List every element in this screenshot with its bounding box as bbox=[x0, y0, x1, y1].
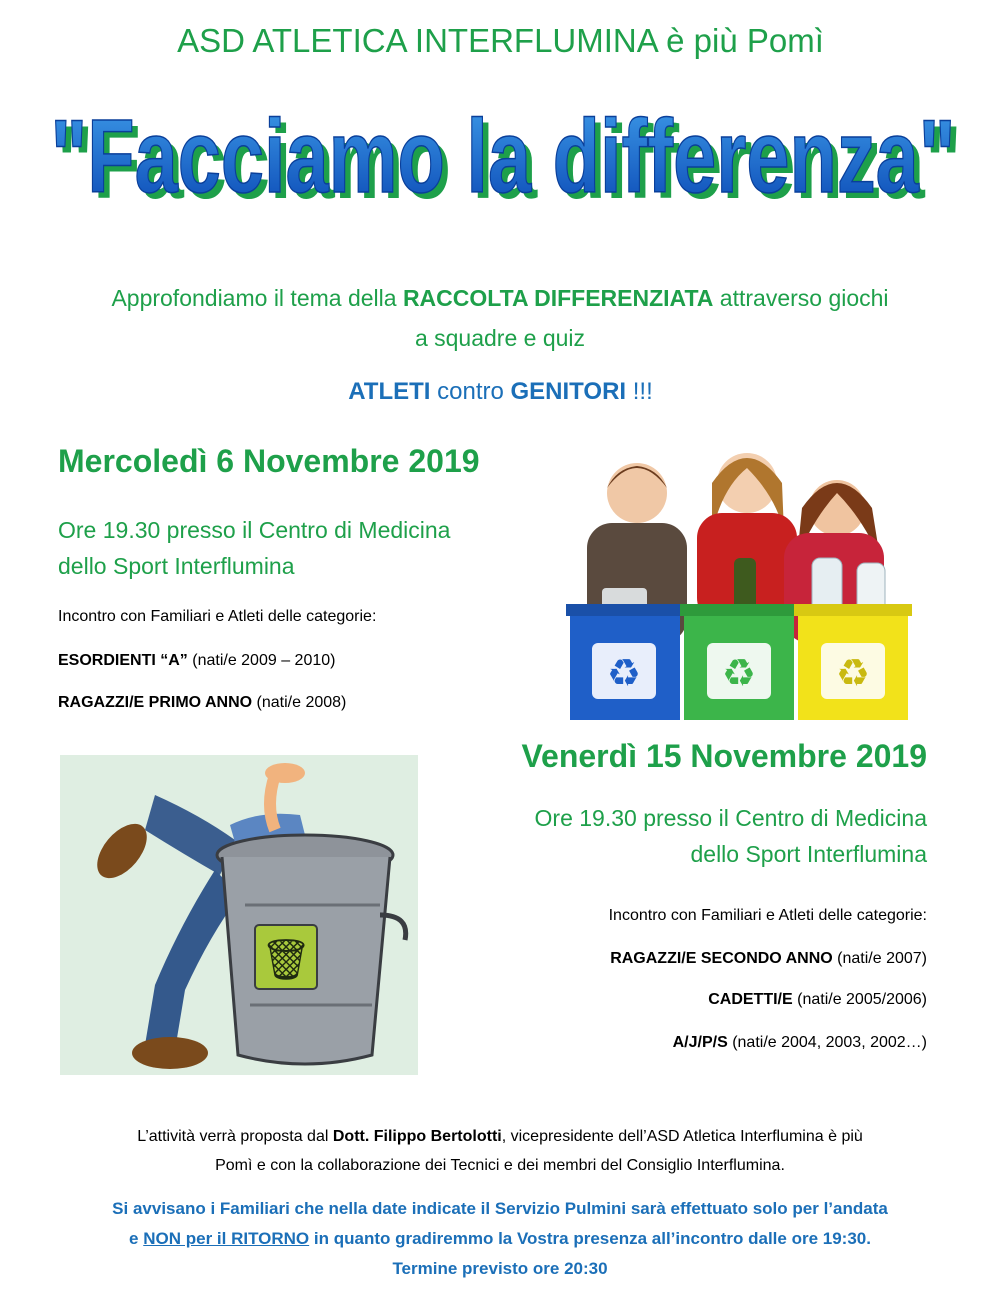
category-years: (nati/e 2007) bbox=[832, 950, 927, 967]
event1-meeting: Incontro con Familiari e Atleti delle categorie: bbox=[58, 608, 377, 625]
event1-location-line1: Ore 19.30 presso il Centro di Medicina bbox=[58, 517, 451, 543]
intro-paragraph bbox=[40, 278, 960, 358]
athletes-label: ATLETI bbox=[348, 378, 431, 405]
versus-line bbox=[0, 378, 1001, 406]
blue-bin bbox=[566, 604, 684, 720]
event1-location-line2: dello Sport Interflumina bbox=[58, 553, 295, 579]
category-years: (nati/e 2009 – 2010) bbox=[187, 652, 336, 669]
intro-text-end: attraverso giochi bbox=[713, 285, 889, 311]
activity-line-2: Pomì e con la collaborazione dei Tecnici e dei membri del Consiglio Interflumina. bbox=[215, 1157, 785, 1174]
transport-notice bbox=[30, 1194, 970, 1284]
trash-icon: 🗑 bbox=[260, 937, 312, 983]
notice-line-2-end: in quanto gradiremmo la Vostra presenza all’incontro dalle ore 19:30. bbox=[309, 1229, 871, 1248]
category-name: ESORDIENTI “A” bbox=[58, 652, 188, 669]
intro-highlight: RACCOLTA DIFFERENZIATA bbox=[402, 285, 714, 311]
event1-category bbox=[58, 694, 346, 712]
category-name: RAGAZZI/E PRIMO ANNO bbox=[58, 694, 253, 711]
category-years: (nati/e 2008) bbox=[252, 694, 347, 711]
notice-line-2-start: e bbox=[129, 1229, 144, 1248]
notice-underlined: NON per il RITORNO bbox=[143, 1229, 310, 1248]
event2-category bbox=[708, 991, 927, 1009]
event2-location-line1: Ore 19.30 presso il Centro di Medicina bbox=[534, 805, 927, 831]
event1-location bbox=[58, 512, 528, 584]
exclamation: !!! bbox=[626, 378, 653, 405]
event2-date: Venerdì 15 Novembre 2019 bbox=[521, 738, 927, 774]
event2-location bbox=[457, 800, 927, 872]
activity-person: Dott. Filippo Bertolotti bbox=[332, 1128, 502, 1145]
headline-shadow: "Facciamo la differenza" bbox=[56, 105, 962, 218]
recycle-icon: ♻ bbox=[606, 651, 642, 695]
event2-category bbox=[610, 950, 927, 968]
kids-recycling-photo bbox=[562, 438, 914, 720]
activity-text: L’attività verrà proposta dal bbox=[137, 1128, 333, 1145]
intro-text: Approfondiamo il tema della bbox=[111, 285, 403, 311]
top-title: ASD ATLETICA INTERFLUMINA è più Pomì bbox=[177, 22, 824, 59]
category-name: CADETTI/E bbox=[708, 991, 793, 1008]
activity-text-end: , vicepresidente dell’ASD Atletica Interflumina è più bbox=[501, 1128, 863, 1145]
category-years: (nati/e 2004, 2003, 2002…) bbox=[727, 1034, 927, 1051]
yellow-bin bbox=[794, 604, 912, 720]
headline-wordart bbox=[28, 88, 978, 218]
event1-category bbox=[58, 652, 335, 670]
against-label: contro bbox=[430, 378, 511, 405]
category-years: (nati/e 2005/2006) bbox=[792, 991, 927, 1008]
event2-category bbox=[673, 1034, 927, 1052]
recycle-icon: ♻ bbox=[721, 651, 757, 695]
category-name: A/J/P/S bbox=[672, 1034, 728, 1051]
intro-line-2: a squadre e quiz bbox=[414, 325, 586, 351]
event2-location-line2: dello Sport Interflumina bbox=[690, 841, 927, 867]
event1-date: Mercoledì 6 Novembre 2019 bbox=[58, 443, 480, 479]
arm bbox=[270, 775, 275, 830]
recycle-icon: ♻ bbox=[835, 651, 871, 695]
event2-meeting: Incontro con Familiari e Atleti delle categorie: bbox=[608, 907, 927, 924]
notice-line-1: Si avvisano i Familiari che nella date indicate il Servizio Pulmini sarà effettuato solo per l’andata bbox=[112, 1199, 888, 1218]
parents-label: GENITORI bbox=[510, 378, 627, 405]
activity-paragraph bbox=[50, 1122, 950, 1180]
headline-text: "Facciamo la differenza" bbox=[50, 99, 956, 215]
shoe-right bbox=[132, 1037, 208, 1069]
notice-end-time: Termine previsto ore 20:30 bbox=[392, 1259, 608, 1278]
category-name: RAGAZZI/E SECONDO ANNO bbox=[610, 950, 833, 967]
green-bin bbox=[680, 604, 798, 720]
man-in-trash-can-clipart bbox=[60, 755, 418, 1075]
